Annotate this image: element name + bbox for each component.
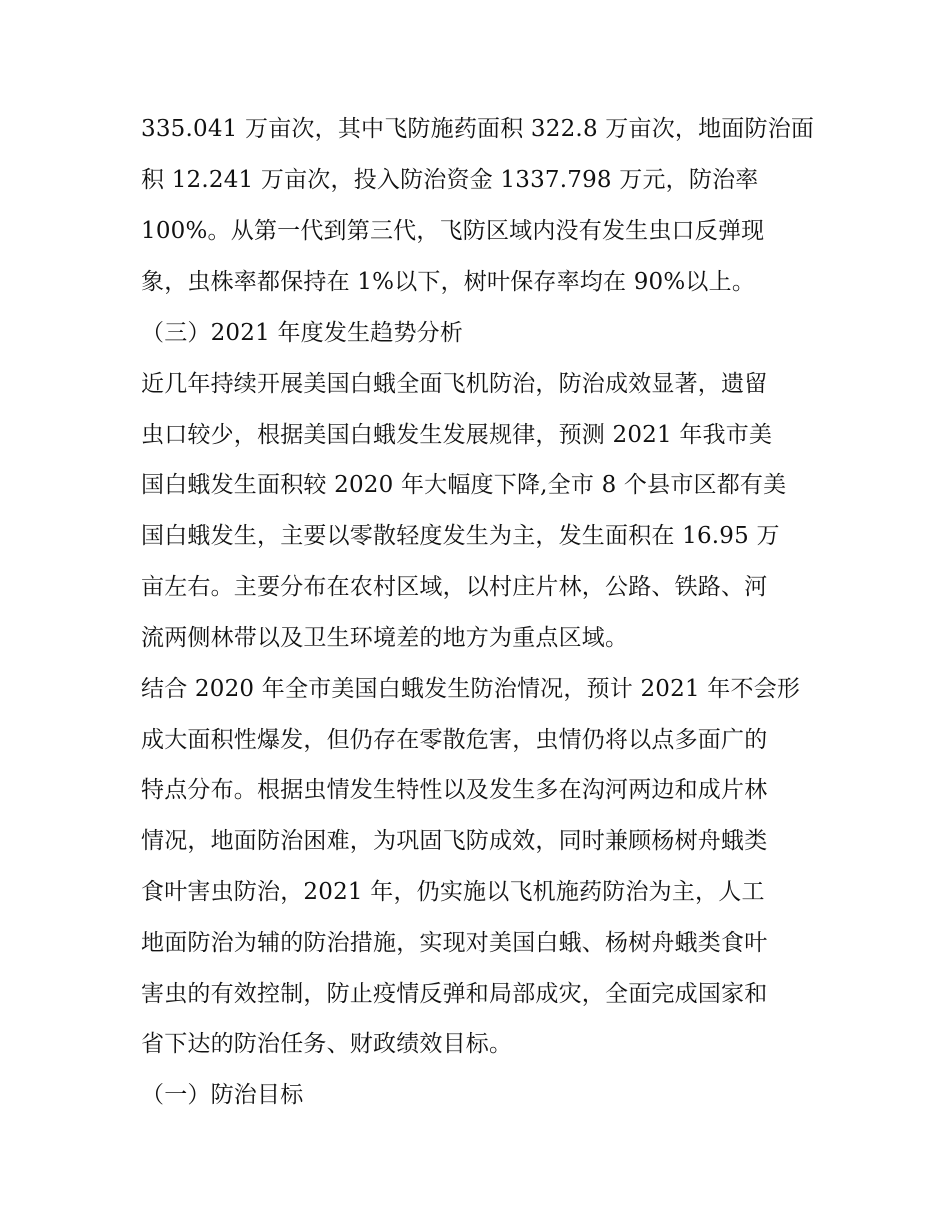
text-line: 流两侧林带以及卫生环境差的地方为重点区域。 xyxy=(141,625,629,651)
text-line: 亩左右。主要分布在农村区域，以村庄片林，公路、铁路、河 xyxy=(141,574,768,600)
text-line: 335.041 万亩次，其中飞防施药面积 322.8 万亩次，地面防治面 xyxy=(141,116,815,142)
text-line: 象，虫株率都保持在 1%以下，树叶保存率均在 90%以上。 xyxy=(141,269,756,295)
text-line: 积 12.241 万亩次，投入防治资金 1337.798 万元，防治率 xyxy=(141,167,759,193)
text-line: 国白蛾发生面积较 2020 年大幅度下降,全市 8 个县市区都有美 xyxy=(141,472,787,498)
text-line: 地面防治为辅的防治措施，实现对美国白蛾、杨树舟蛾类食叶 xyxy=(141,930,768,956)
text-line: 食叶害虫防治，2021 年，仍实施以飞机施药防治为主，人工 xyxy=(141,879,765,905)
text-line: 特点分布。根据虫情发生特性以及发生多在沟河两边和成片林 xyxy=(141,777,768,803)
text-line: 结合 2020 年全市美国白蛾发生防治情况，预计 2021 年不会形 xyxy=(141,676,801,702)
text-line: 害虫的有效控制，防止疫情反弹和局部成灾，全面完成国家和 xyxy=(141,981,768,1007)
text-line: 省下达的防治任务、财政绩效目标。 xyxy=(141,1031,513,1057)
text-line: 近几年持续开展美国白蛾全面飞机防治，防治成效显著，遗留 xyxy=(141,371,768,397)
text-line: 成大面积性爆发，但仍存在零散危害，虫情仍将以点多面广的 xyxy=(141,727,768,753)
text-line: 虫口较少，根据美国白蛾发生发展规律，预测 2021 年我市美 xyxy=(141,422,773,448)
text-line: 100%。从第一代到第三代，飞防区域内没有发生虫口反弹现 xyxy=(141,218,765,244)
section-heading: （一）防治目标 xyxy=(141,1082,304,1108)
text-line: 情况，地面防治困难，为巩固飞防成效，同时兼顾杨树舟蛾类 xyxy=(141,828,768,854)
text-line: 国白蛾发生，主要以零散轻度发生为主，发生面积在 16.95 万 xyxy=(141,523,780,549)
section-heading: （三）2021 年度发生趋势分析 xyxy=(141,320,464,346)
